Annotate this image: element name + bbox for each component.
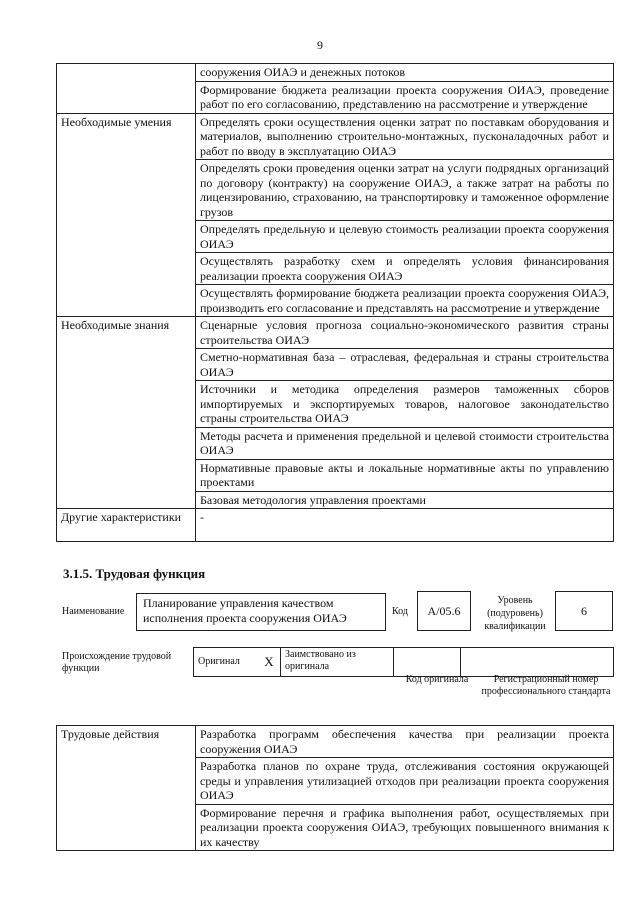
page-number: 9: [317, 38, 323, 52]
table-cell: Сценарные условия прогноза социально-экономического развития страны строительства ОИАЭ: [196, 317, 614, 349]
table-row: [57, 726, 614, 758]
table-cell: Разработка программ обеспечения качества при реализации проекта сооружения ОИАЭ: [196, 726, 614, 758]
row-label: [57, 64, 196, 114]
name-value: Планирование управления качеством исполнения проекта сооружения ОИАЭ: [136, 593, 386, 631]
labor-actions-table: [56, 725, 614, 851]
level-label: Уровень (подуровень) квалификации: [484, 595, 546, 632]
table-row: [57, 317, 614, 349]
table-cell: Формирование перечня и графика выполнения работ, осуществляемых при реализации проекта сооружения ОИАЭ, требующих повышенного внимания к их качеству: [196, 804, 614, 851]
origin-table: [193, 647, 614, 677]
code-label: Код: [392, 606, 408, 617]
origin-label: Происхождение трудовой функции: [62, 651, 172, 674]
table-cell: Определять сроки проведения оценки затрат на услуги подрядных организаций по договору (контракту) на сооружение ОИАЭ, а также затрат на работы по лицензированию, страхованию, на транспортировку и таможенное оформление грузов: [196, 160, 614, 221]
row-label-other: Другие характеристики: [57, 509, 196, 542]
table-cell: Осуществлять разработку схем и определять условия финансирования реализации проекта сооружения ОИАЭ: [196, 253, 614, 285]
reg-number-label: Регистрационный номер профессионального стандарта: [481, 674, 611, 697]
code-original-cell: [394, 648, 461, 677]
table-row: [57, 509, 614, 542]
table-cell: Нормативные правовые акты и локальные нормативные акты по управлению проектами: [196, 459, 614, 491]
original-label: Оригинал: [194, 648, 259, 677]
table-cell: Определять сроки осуществления оценки затрат по поставкам оборудования и материалов, выполнению строительно-монтажных, пусконаладочных работ и работ по вводу в эксплуатацию ОИАЭ: [196, 113, 614, 160]
reg-number-cell: [461, 648, 614, 677]
row-label-knowledge: Необходимые знания: [57, 317, 196, 509]
borrowed-label: Заимствовано из оригинала: [281, 648, 394, 677]
table-cell: Источники и методика определения размеров таможенных сборов импортируемых и экспортируемых товаров, налоговое законодательство страны строительства ОИАЭ: [196, 381, 614, 428]
table-cell: Сметно-нормативная база – отраслевая, федеральная и страны строительства ОИАЭ: [196, 349, 614, 381]
table-cell: Формирование бюджета реализации проекта сооружения ОИАЭ, проведение работ по его согласованию, представлению на рассмотрение и утверждение: [196, 81, 614, 113]
table-cell: Методы расчета и применения предельной и целевой стоимости строительства ОИАЭ: [196, 427, 614, 459]
table-row: [57, 64, 614, 82]
level-value: 6: [555, 591, 613, 631]
section-heading: 3.1.5. Трудовая функция: [63, 566, 206, 581]
table-cell: -: [196, 509, 614, 542]
requirements-table: [56, 63, 614, 542]
table-cell: Осуществлять формирование бюджета реализации проекта сооружения ОИАЭ, производить его согласование и представлять на рассмотрение и утверждение: [196, 285, 614, 317]
code-original-label: Код оригинала: [405, 674, 469, 685]
code-value: A/05.6: [417, 591, 471, 631]
table-cell: Определять предельную и целевую стоимость реализации проекта сооружения ОИАЭ: [196, 221, 614, 253]
table-row: [57, 113, 614, 160]
row-label-skills: Необходимые умения: [57, 113, 196, 317]
name-label: Наименование: [62, 606, 125, 617]
table-cell: сооружения ОИАЭ и денежных потоков: [196, 64, 614, 82]
table-cell: Разработка планов по охране труда, отслеживания состояния окружающей среды и управления утилизацией отходов при реализации проекта сооружения ОИАЭ: [196, 758, 614, 805]
original-mark: X: [258, 648, 281, 677]
table-cell: Базовая методология управления проектами: [196, 491, 614, 509]
row-label-actions: Трудовые действия: [57, 726, 196, 851]
